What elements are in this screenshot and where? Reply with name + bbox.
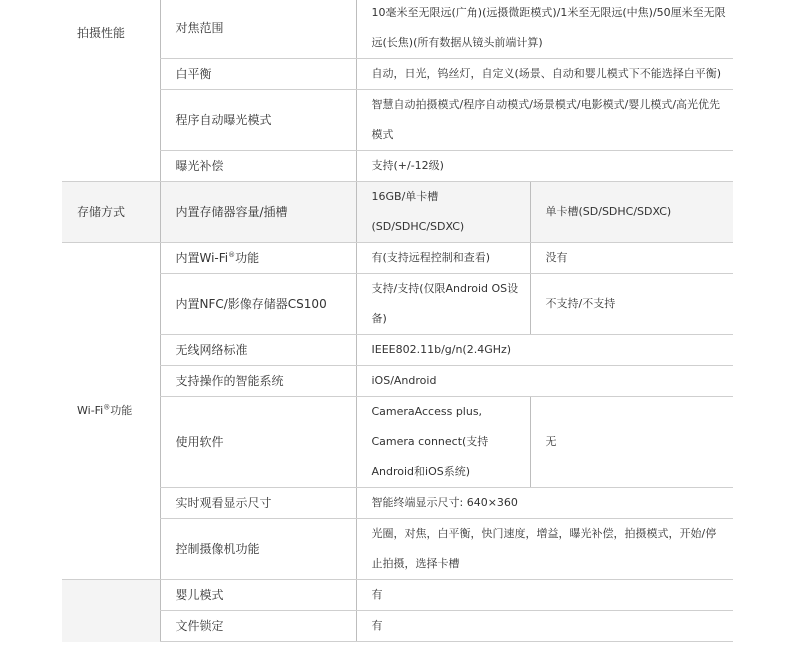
- label-exposure-comp: 曝光补偿: [160, 151, 356, 182]
- label-auto-exposure: 程序自动曝光模式: [160, 90, 356, 151]
- category-blank: [62, 580, 160, 642]
- label-focus-range: 对焦范围: [160, 0, 356, 59]
- value-wireless-std: IEEE802.11b/g/n(2.4GHz): [356, 335, 733, 366]
- value-wifi-builtin-a: 有(支持远程控制和查看): [356, 243, 530, 274]
- table-row: [62, 0, 733, 59]
- value-live-view: 智能终端显示尺寸: 640×360: [356, 488, 733, 519]
- table-row: [62, 488, 733, 519]
- value-auto-exposure: 智慧自动拍摄模式/程序自动模式/场景模式/电影模式/婴儿模式/高光优先模式: [356, 90, 733, 151]
- value-white-balance: 自动，日光，钨丝灯，自定义(场景、自动和婴儿模式下不能选择白平衡): [356, 59, 733, 90]
- table-row: [62, 519, 733, 580]
- label-baby-mode: 婴儿模式: [160, 580, 356, 611]
- value-wifi-builtin-b: 没有: [530, 243, 733, 274]
- label-file-lock: 文件锁定: [160, 611, 356, 642]
- label-live-view: 实时观看显示尺寸: [160, 488, 356, 519]
- label-white-balance: 白平衡: [160, 59, 356, 90]
- value-nfc-b: 不支持/不支持: [530, 274, 733, 335]
- label-smart-os: 支持操作的智能系统: [160, 366, 356, 397]
- table-row: [62, 151, 733, 182]
- value-software-b: 无: [530, 397, 733, 488]
- table-row: [62, 335, 733, 366]
- label-software: 使用软件: [160, 397, 356, 488]
- value-focus-range: 10毫米至无限远(广角)(远摄微距模式)/1米至无限远(中焦)/50厘米至无限远(长焦)(所有数据从镜头前端计算): [356, 0, 733, 59]
- value-software-a: CameraAccess plus, Camera connect(支持Android和iOS系统): [356, 397, 530, 488]
- category-shooting: 拍摄性能: [77, 26, 126, 40]
- spec-table: [62, 0, 733, 642]
- value-file-lock: 有: [356, 611, 733, 642]
- table-row: [62, 90, 733, 151]
- label-remote-control: 控制摄像机功能: [160, 519, 356, 580]
- value-storage-b: 单卡槽(SD/SDHC/SDXC): [530, 182, 733, 243]
- table-row: [62, 611, 733, 642]
- table-row: [62, 243, 733, 274]
- table-row: [62, 366, 733, 397]
- value-exposure-comp: 支持(+/-12级): [356, 151, 733, 182]
- value-smart-os: iOS/Android: [356, 366, 733, 397]
- category-wifi: Wi-Fi®功能: [62, 243, 160, 580]
- label-wireless-std: 无线网络标准: [160, 335, 356, 366]
- label-wifi-builtin: 内置Wi-Fi®功能: [160, 243, 356, 274]
- table-row: [62, 274, 733, 335]
- label-nfc: 内置NFC/影像存储器CS100: [160, 274, 356, 335]
- table-row: [62, 59, 733, 90]
- value-baby-mode: 有: [356, 580, 733, 611]
- value-nfc-a: 支持/支持(仅限Android OS设备): [356, 274, 530, 335]
- label-storage: 内置存储器容量/插槽: [160, 182, 356, 243]
- value-remote-control: 光圈，对焦，白平衡，快门速度，增益，曝光补偿，拍摄模式，开始/停止拍摄，选择卡槽: [356, 519, 733, 580]
- category-storage: 存储方式: [62, 182, 160, 243]
- table-row: [62, 580, 733, 611]
- table-row: [62, 397, 733, 488]
- value-storage-a: 16GB/单卡槽(SD/SDHC/SDXC): [356, 182, 530, 243]
- table-row: [62, 182, 733, 243]
